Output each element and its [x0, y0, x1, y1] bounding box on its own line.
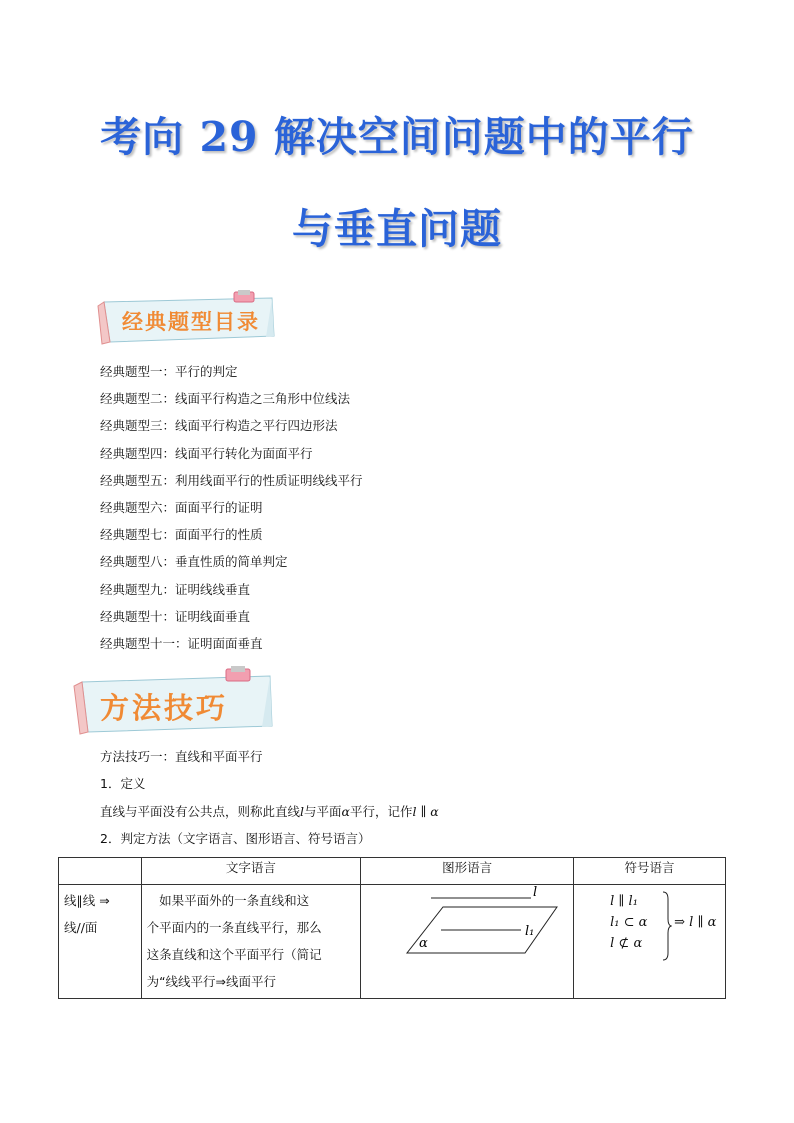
toc-item: 经典题型四：线面平行转化为面面平行 — [100, 445, 313, 461]
label-l: l — [533, 885, 538, 900]
toc-banner-label: 经典题型目录 — [122, 309, 260, 334]
toc-item: 经典题型十一：证明面面垂直 — [100, 635, 263, 651]
definition-text-c: 平行，记作 — [349, 804, 413, 819]
judgement-label: 2．判定方法（文字语言、图形语言、符号语言） — [100, 831, 371, 846]
toc-item: 经典题型五：利用线面平行的性质证明线线平行 — [100, 472, 363, 488]
toc-item: 经典题型三：线面平行构造之平行四边形法 — [100, 418, 338, 434]
judgement-table — [58, 857, 726, 999]
table-row — [59, 885, 726, 999]
symbol-line: l ∥ l₁ — [610, 894, 638, 909]
page-title-line-1: 考向 29 解决空间问题中的平行 — [100, 113, 694, 161]
toc-item: 经典题型八：垂直性质的简单判定 — [100, 554, 288, 570]
label-alpha: α — [419, 936, 428, 951]
toc-item: 经典题型十：证明线面垂直 — [100, 608, 251, 624]
symbol-line: l₁ ⊂ α — [610, 915, 648, 930]
table-header-cell: 文字语言 — [141, 858, 361, 885]
page-title-line-2: 与垂直问题 — [292, 205, 502, 253]
toc-banner — [96, 290, 286, 348]
table-header-cell: 图形语言 — [361, 858, 574, 885]
methods-banner — [72, 666, 282, 738]
toc-item: 经典题型七：面面平行的性质 — [100, 527, 263, 543]
table-header-cell: 符号语言 — [574, 858, 726, 885]
right-brace-icon — [662, 891, 672, 961]
methods-banner-label: 方法技巧 — [100, 691, 229, 725]
symbol-cell — [574, 885, 726, 999]
definition-text-b: 与平面 — [304, 804, 342, 819]
definition-notation: l ∥ α — [412, 804, 439, 819]
toc-item: 经典题型九：证明线线垂直 — [100, 581, 251, 597]
table-header-row — [59, 858, 726, 885]
definition-text-a: 直线与平面没有公共点，则称此直线 — [100, 804, 301, 819]
definition-label: 1．定义 — [100, 776, 146, 791]
figure-cell — [361, 885, 574, 999]
text-line: 个平面内的一条直线平行，那么 — [146, 920, 322, 935]
symbol-line: l ⊄ α — [610, 936, 643, 951]
toc-item: 经典题型六：面面平行的证明 — [100, 499, 263, 515]
toc-list — [100, 358, 363, 657]
text-line: 如果平面外的一条直线和这 — [146, 893, 310, 908]
method-heading: 方法技巧一：直线和平面平行 — [100, 749, 263, 764]
toc-item: 经典题型二：线面平行构造之三角形中位线法 — [100, 391, 351, 407]
row-label-line: 线∥线 ⇒ — [64, 893, 110, 908]
text-line: 为“线线平行⇒线面平行 — [146, 974, 277, 989]
toc-item: 经典题型一：平行的判定 — [100, 364, 238, 379]
definition-text — [100, 802, 439, 820]
text-line: 这条直线和这个平面平行（简记 — [146, 947, 322, 962]
row-label-cell — [59, 885, 142, 999]
var-alpha: α — [341, 804, 350, 819]
plane-line-figure — [361, 885, 573, 995]
row-label-line: 线//面 — [64, 920, 98, 935]
label-l1: l₁ — [525, 924, 535, 939]
text-language-cell — [141, 885, 361, 999]
symbol-conclusion: ⇒ l ∥ α — [674, 915, 717, 930]
var-l: l — [300, 804, 305, 819]
table-header-cell — [59, 858, 142, 885]
